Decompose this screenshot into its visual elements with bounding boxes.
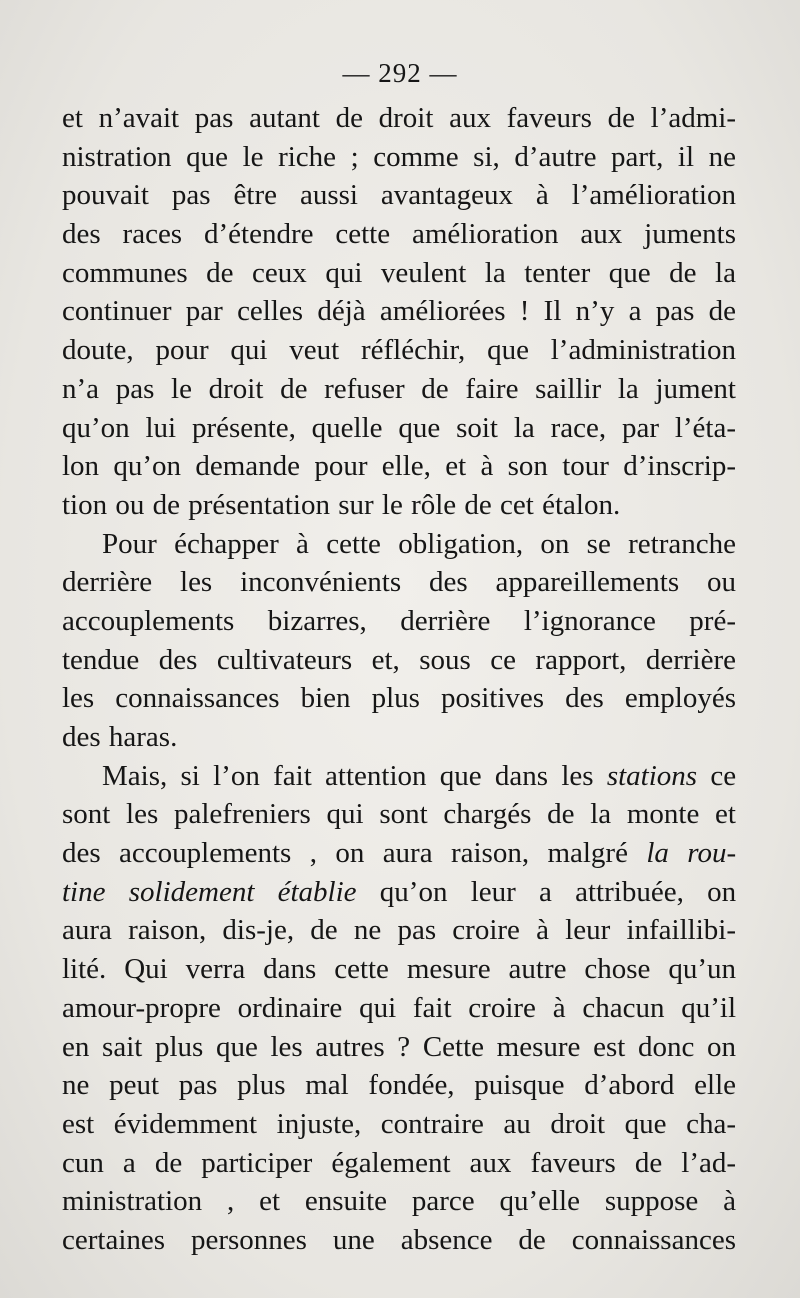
text-line: sont les palefreniers qui sont chargés de la monte et [62, 798, 736, 831]
text-line: Mais, si l’on fait attention que dans les stations ce [102, 759, 737, 792]
text-line: tion ou de présentation sur le rôle de cet étalon. [62, 488, 621, 521]
text-line: les connaissances bien plus positives des employés [62, 682, 736, 715]
text-line: accouplements bizarres, derrière l’ignorance pré- [62, 604, 736, 637]
text-line: des haras. [62, 721, 178, 753]
text-line: tendue des cultivateurs et, sous ce rapport, derrière [62, 643, 736, 676]
text-line: est évidemment injuste, contraire au droit que cha- [62, 1107, 736, 1140]
text-line: et n’avait pas autant de droit aux faveurs de l’admi- [62, 102, 736, 134]
text-line: doute, pour qui veut réfléchir, que l’administration [62, 334, 736, 367]
text-line: lité. Qui verra dans cette mesure autre chose qu’un [62, 953, 736, 986]
text-line: derrière les inconvénients des appareillements ou [62, 566, 736, 599]
text-line: Pour échapper à cette obligation, on se retranche [102, 527, 736, 560]
text-line: aura raison, dis-je, de ne pas croire à leur infaillibi- [62, 914, 736, 947]
text-line: nistration que le riche ; comme si, d’autre part, il ne [62, 140, 736, 173]
text-line: communes de ceux qui veulent la tenter que de la [62, 256, 736, 289]
text-line: pouvait pas être aussi avantageux à l’amélioration [62, 179, 736, 212]
text-line: qu’on lui présente, quelle que soit la race, par l’éta- [62, 411, 736, 444]
text-line: des races d’étendre cette amélioration aux juments [62, 218, 736, 251]
text-line: continuer par celles déjà améliorées ! Il n’y a pas de [62, 295, 736, 328]
text-line: en sait plus que les autres ? Cette mesure est donc on [62, 1030, 736, 1063]
text-line: certaines personnes une absence de connaissances [62, 1223, 736, 1256]
text-line: lon qu’on demande pour elle, et à son tour d’inscrip- [62, 450, 736, 483]
text-line: amour-propre ordinaire qui fait croire à chacun qu’il [62, 991, 736, 1024]
text-line: des accouplements , on aura raison, malgré la rou- [62, 837, 737, 870]
text-line: tine solidement établie qu’on leur a attribuée, on [62, 875, 737, 908]
body-text [62, 99, 736, 1260]
text-line: ministration , et ensuite parce qu’elle suppose à [62, 1185, 736, 1218]
text-line: ne peut pas plus mal fondée, puisque d’abord elle [62, 1069, 736, 1102]
text-line: n’a pas le droit de refuser de faire saillir la jument [62, 372, 736, 405]
page-number: — 292 — [342, 58, 458, 88]
text-line: cun a de participer également aux faveurs de l’ad- [62, 1146, 736, 1179]
